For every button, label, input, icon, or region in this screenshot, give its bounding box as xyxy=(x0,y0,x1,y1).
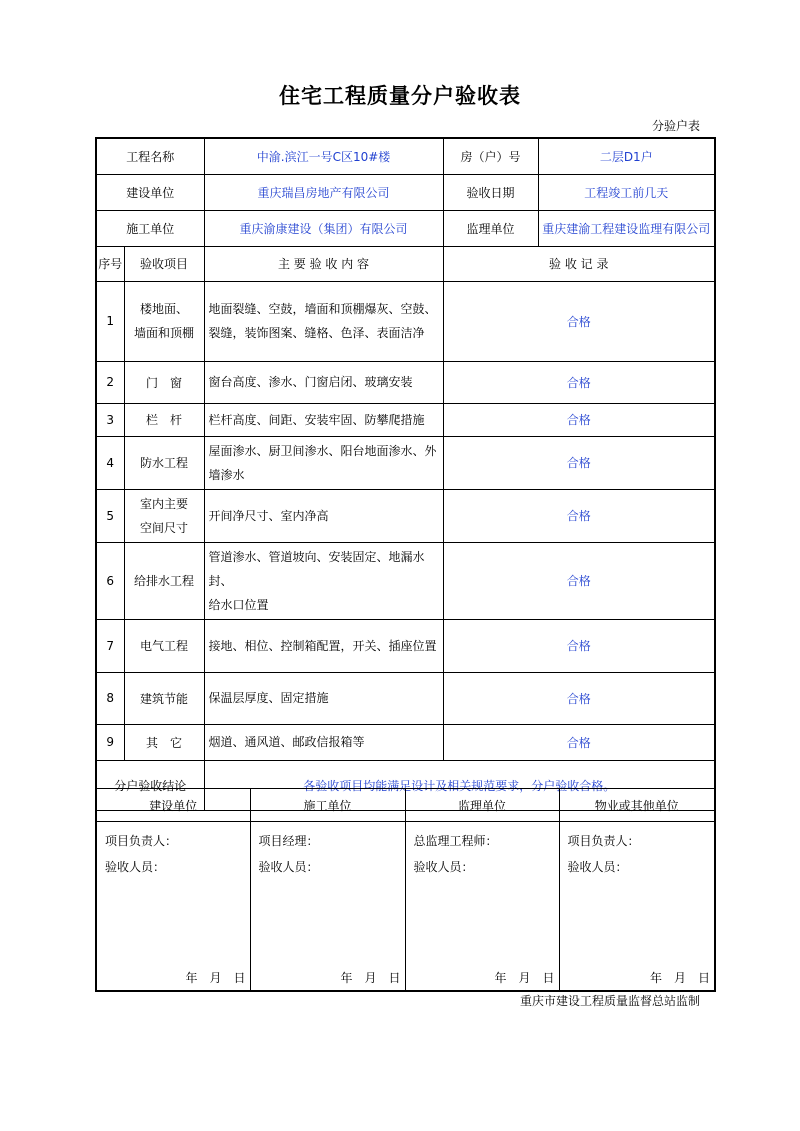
row-content xyxy=(204,281,443,361)
table-row xyxy=(96,489,715,542)
row-record: 合格 xyxy=(443,672,715,724)
builder-value: 重庆瑞昌房地产有限公司 xyxy=(204,174,443,210)
signature-line2: 验收人员： xyxy=(567,860,628,874)
table-row xyxy=(96,724,715,760)
row-content: 烟道、通风道、邮政信报箱等 xyxy=(204,724,443,760)
contractor-value: 重庆渝康建设（集团）有限公司 xyxy=(204,210,443,246)
table-row xyxy=(96,281,715,361)
signature-body-row xyxy=(96,822,715,992)
row-item: 电气工程 xyxy=(124,619,204,672)
row-content-line2: 裂缝，装饰图案、缝格、色泽、表面洁净 xyxy=(208,326,425,340)
row-record: 合格 xyxy=(443,489,715,542)
row-item: 给排水工程 xyxy=(124,542,204,619)
row-seq: 8 xyxy=(96,672,124,724)
row-item: 栏 杆 xyxy=(124,403,204,436)
row-item: 门 窗 xyxy=(124,361,204,403)
project-name-label: 工程名称 xyxy=(96,138,204,174)
row-content xyxy=(204,542,443,619)
conclusion-label: 分户验收结论 xyxy=(96,760,204,810)
signature-table xyxy=(95,788,716,992)
row-record: 合格 xyxy=(443,281,715,361)
signature-line1: 项目负责人： xyxy=(567,834,640,848)
signature-unit-builder: 建设单位 xyxy=(96,789,250,822)
header-row xyxy=(96,246,715,281)
project-name-value: 中渝.滨江一号C区10#楼 xyxy=(204,138,443,174)
item-header: 验收项目 xyxy=(124,246,204,281)
row-item-line1: 楼地面、 xyxy=(140,302,189,316)
supervisor-label: 监理单位 xyxy=(443,210,538,246)
row-seq: 5 xyxy=(96,489,124,542)
supervisor-value: 重庆建渝工程建设监理有限公司 xyxy=(538,210,715,246)
row-seq: 3 xyxy=(96,403,124,436)
row-content: 接地、相位、控制箱配置，开关、插座位置 xyxy=(204,619,443,672)
table-row xyxy=(96,672,715,724)
acceptance-table xyxy=(95,137,716,811)
row-seq: 6 xyxy=(96,542,124,619)
contractor-label: 施工单位 xyxy=(96,210,204,246)
table-row xyxy=(96,619,715,672)
builder-label: 建设单位 xyxy=(96,174,204,210)
form-number: 分验户表 xyxy=(651,119,700,133)
row-seq: 2 xyxy=(96,361,124,403)
signature-unit-contractor: 施工单位 xyxy=(250,789,405,822)
row-item-line2: 墙面和顶棚 xyxy=(134,326,195,340)
signature-date: 年 月 日 xyxy=(340,971,401,985)
row-item: 建筑节能 xyxy=(124,672,204,724)
table-row xyxy=(96,436,715,489)
conclusion-text: 各验收项目均能满足设计及相关规范要求，分户验收合格。 xyxy=(204,760,715,810)
row-content: 保温层厚度、固定措施 xyxy=(204,672,443,724)
table-row xyxy=(96,403,715,436)
info-row-contractor xyxy=(96,210,715,246)
row-content-line2: 墙渗水 xyxy=(208,467,245,482)
row-seq: 7 xyxy=(96,619,124,672)
row-seq: 4 xyxy=(96,436,124,489)
row-item xyxy=(124,281,204,361)
row-content xyxy=(204,436,443,489)
info-row-project xyxy=(96,138,715,174)
page-title: 住宅工程质量分户验收表 xyxy=(279,84,521,108)
room-label: 房（户）号 xyxy=(443,138,538,174)
row-content: 开间净尺寸、室内净高 xyxy=(204,489,443,542)
record-header: 验 收 记 录 xyxy=(443,246,715,281)
row-record: 合格 xyxy=(443,436,715,489)
row-item: 其 它 xyxy=(124,724,204,760)
row-seq: 1 xyxy=(96,281,124,361)
signature-unit-supervisor: 监理单位 xyxy=(405,789,559,822)
row-item-line1: 室内主要 xyxy=(140,496,189,511)
accept-date-value: 工程竣工前几天 xyxy=(538,174,715,210)
table-row xyxy=(96,361,715,403)
row-content-line2: 给水口位置 xyxy=(208,597,269,612)
content-header: 主 要 验 收 内 容 xyxy=(204,246,443,281)
signature-header-row xyxy=(96,789,715,822)
signature-line1: 项目负责人： xyxy=(105,834,178,848)
signature-box xyxy=(96,822,250,992)
row-record: 合格 xyxy=(443,724,715,760)
row-seq: 9 xyxy=(96,724,124,760)
room-value: 二层D1户 xyxy=(538,138,715,174)
row-content: 窗台高度、渗水、门窗启闭、玻璃安装 xyxy=(204,361,443,403)
seq-header: 序号 xyxy=(96,246,124,281)
signature-box xyxy=(405,822,559,992)
signature-line2: 验收人员： xyxy=(258,860,319,874)
accept-date-label: 验收日期 xyxy=(443,174,538,210)
signature-box xyxy=(250,822,405,992)
signature-date: 年 月 日 xyxy=(494,971,555,985)
table-row xyxy=(96,542,715,619)
footer-issuer: 重庆市建设工程质量监督总站监制 xyxy=(519,994,700,1008)
row-content: 栏杆高度、间距、安装牢固、防攀爬措施 xyxy=(204,403,443,436)
signature-line1: 项目经理： xyxy=(258,834,319,848)
row-record: 合格 xyxy=(443,361,715,403)
row-record: 合格 xyxy=(443,542,715,619)
row-record: 合格 xyxy=(443,403,715,436)
signature-date: 年 月 日 xyxy=(649,971,710,985)
signature-unit-property: 物业或其他单位 xyxy=(559,789,715,822)
info-row-builder xyxy=(96,174,715,210)
signature-line1: 总监理工程师： xyxy=(413,834,498,848)
row-content-line1: 屋面渗水、厨卫间渗水、阳台地面渗水、外 xyxy=(208,443,437,458)
row-item: 防水工程 xyxy=(124,436,204,489)
signature-line2: 验收人员： xyxy=(105,860,166,874)
row-record: 合格 xyxy=(443,619,715,672)
signature-date: 年 月 日 xyxy=(185,971,246,985)
signature-line2: 验收人员： xyxy=(413,860,474,874)
row-content-line1: 管道渗水、管道坡向、安装固定、地漏水封、 xyxy=(208,549,425,588)
row-item xyxy=(124,489,204,542)
signature-box xyxy=(559,822,715,992)
row-content-line1: 地面裂缝、空鼓，墙面和顶棚爆灰、空鼓、 xyxy=(208,302,437,316)
row-item-line2: 空间尺寸 xyxy=(140,520,189,535)
